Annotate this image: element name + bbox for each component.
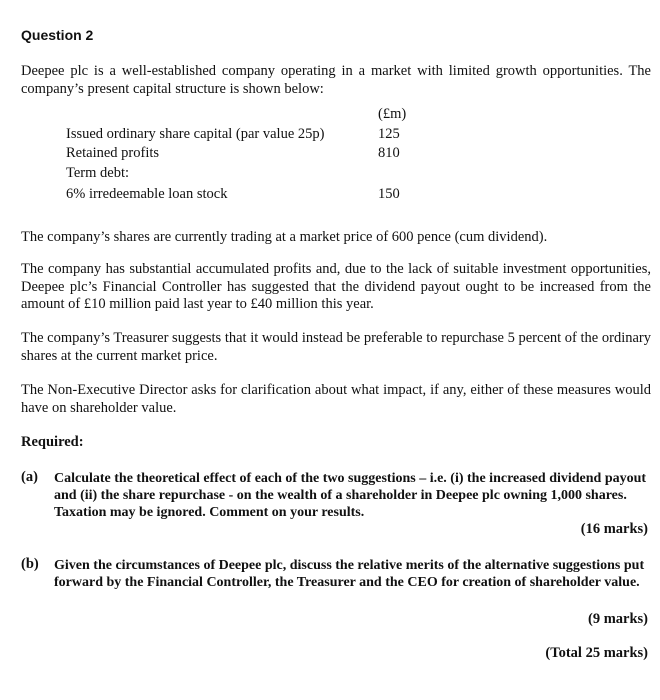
part-b-label: (b) xyxy=(21,556,39,572)
row-value: 150 xyxy=(378,186,400,202)
required-heading: Required: xyxy=(21,434,84,450)
question-title: Question 2 xyxy=(21,27,94,43)
part-b-marks: (9 marks) xyxy=(587,611,648,627)
part-a-label: (a) xyxy=(21,469,38,485)
treasurer-paragraph: The company’s Treasurer suggests that it would instead be preferable to repurchase 5 percent of the ordinary shares at the current market price. xyxy=(21,330,651,364)
row-label: 6% irredeemable loan stock xyxy=(66,186,228,202)
row-value: 125 xyxy=(378,125,400,142)
part-b-text: Given the circumstances of Deepee plc, discuss the relative merits of the alternative suggestions put forward by the Financial Controller, the Treasurer and the CEO for creation of shareholder value. xyxy=(54,558,645,590)
market-price-paragraph: The company’s shares are currently trading at a market price of 600 pence (cum dividend). xyxy=(21,229,548,245)
part-a-text: Calculate the theoretical effect of each of the two suggestions – i.e. (i) the increased dividend payout and (ii) the share repurchase - on the wealth of a shareholder in Deepee plc owning 1,000 shares. Taxation may be ignored. Comment on your results. xyxy=(54,471,647,520)
row-value: 810 xyxy=(378,145,400,161)
total-marks: (Total 25 marks) xyxy=(545,645,648,661)
unit-header: (£m) xyxy=(378,106,407,122)
row-label: Retained profits xyxy=(66,145,160,161)
row-label: Issued ordinary share capital (par value 25p) xyxy=(66,125,325,142)
dividend-paragraph: The company has substantial accumulated profits and, due to the lack of suitable investment opportunities, Deepee plc’s Financial Controller has suggested that the dividend payout ought to be increased from the amount of £10 million paid last year to £40 million this year. xyxy=(21,261,651,312)
intro-paragraph: Deepee plc is a well-established company operating in a market with limited growth opportunities. The company’s present capital structure is shown below: xyxy=(21,63,651,97)
non-executive-director-paragraph: The Non-Executive Director asks for clarification about what impact, if any, either of these measures would have on shareholder value. xyxy=(21,382,651,416)
part-a-marks: (16 marks) xyxy=(580,521,648,537)
row-label: Term debt: xyxy=(66,164,130,181)
